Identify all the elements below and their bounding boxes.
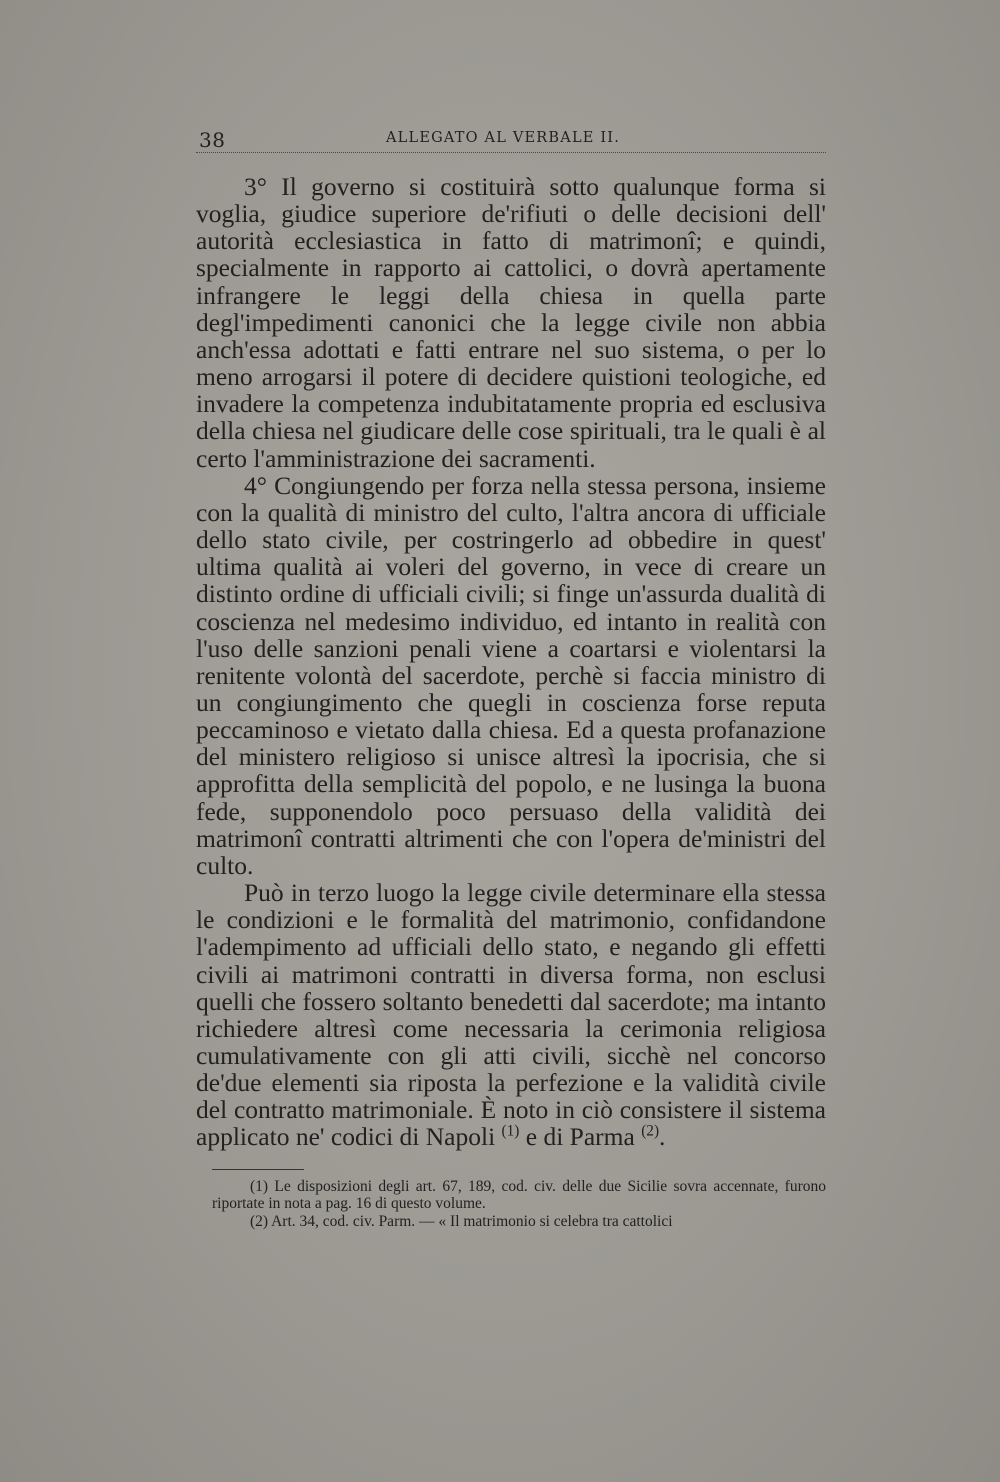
footnote-ref-1: (1)	[501, 1122, 520, 1140]
paragraph-3: 3° Il governo si costituirà sotto qualunque forma si voglia, giudice superiore de'rifiuti o delle decisioni dell' autorità ecclesiastica in fatto di matrimonî; e quindi, specialmente in rapporto ai cattolici, o dovrà apertamente infrangere le leggi della chiesa in quella parte degl'impedimenti canonici che la legge civile non abbia anch'essa adottati e fatti entrare nel suo sistema, o per lo meno arrogarsi il potere di decidere quistioni teologiche, ed invadere la competenza indubitatamente propria ed esclusiva della chiesa nel giudicare delle cose spirituali, tra le quali è al certo l'amministrazione dei sacramenti.	[196, 172, 826, 473]
page-number: 38	[199, 128, 226, 152]
paragraph-terzo-luogo-mid: e di Parma	[519, 1122, 642, 1152]
running-head: ALLEGATO AL VERBALE II.	[386, 130, 621, 146]
paragraph-terzo-luogo	[196, 879, 826, 1151]
footnote-2: (2) Art. 34, cod. civ. Parm. — « Il matrimonio si celebra tra cattolici	[250, 1212, 673, 1230]
body-text	[196, 173, 826, 1151]
footnote-1: (1) Le disposizioni degli art. 67, 189, cod. civ. delle due Sicilie sovra accennate, furono riportate in nota a pag. 16 di questo volume.	[212, 1177, 826, 1213]
paragraph-terzo-luogo-end: .	[659, 1122, 666, 1152]
paragraph-4: 4° Congiungendo per forza nella stessa persona, insieme con la qualità di ministro del culto, l'altra ancora di ufficiale dello stato civile, per costringerlo ad obbedire in quest' ultima qualità ai voleri del governo, in vece di creare un distinto ordine di ufficiali civili; si finge un'assurda dualità di coscienza nel medesimo individuo, ed intanto in realità con l'uso delle sanzioni penali viene a coartarsi e violentarsi la renitente volontà del sacerdote, perchè si faccia ministro di un congiungimento che quegli in coscienza forse reputa peccaminoso e vietato dalla chiesa. Ed a questa profanazione del ministero religioso si unisce altresì la ipocrisia, che si approfitta della semplicità del popolo, e ne lusinga la buona fede, supponendolo poco persuaso della validità dei matrimonî contratti altrimenti che con l'opera de'ministri del culto.	[196, 470, 826, 880]
page-header	[196, 118, 826, 153]
footnote-divider	[212, 1169, 304, 1170]
page-sheet	[196, 118, 826, 1230]
paragraph-terzo-luogo-text: Può in terzo luogo la legge civile determinare ella stessa le condizioni e le formalità del matrimonio, confidandone l'adempimento ad ufficiali dello stato, e negando gli effetti civili ai matrimoni contratti in diversa forma, non esclusi quelli che fossero soltanto benedetti dal sacerdote; ma intanto richiedere altresì come necessaria la cerimonia religiosa cumulativamente con gli atti civili, sicchè nel concorso de'due elementi sia riposta la perfezione e la validità civile del contratto matrimoniale. È noto in ciò consistere il sistema applicato ne' codici di Napoli	[196, 878, 826, 1152]
footnote-ref-2: (2)	[641, 1122, 660, 1140]
footnotes	[212, 1178, 826, 1231]
